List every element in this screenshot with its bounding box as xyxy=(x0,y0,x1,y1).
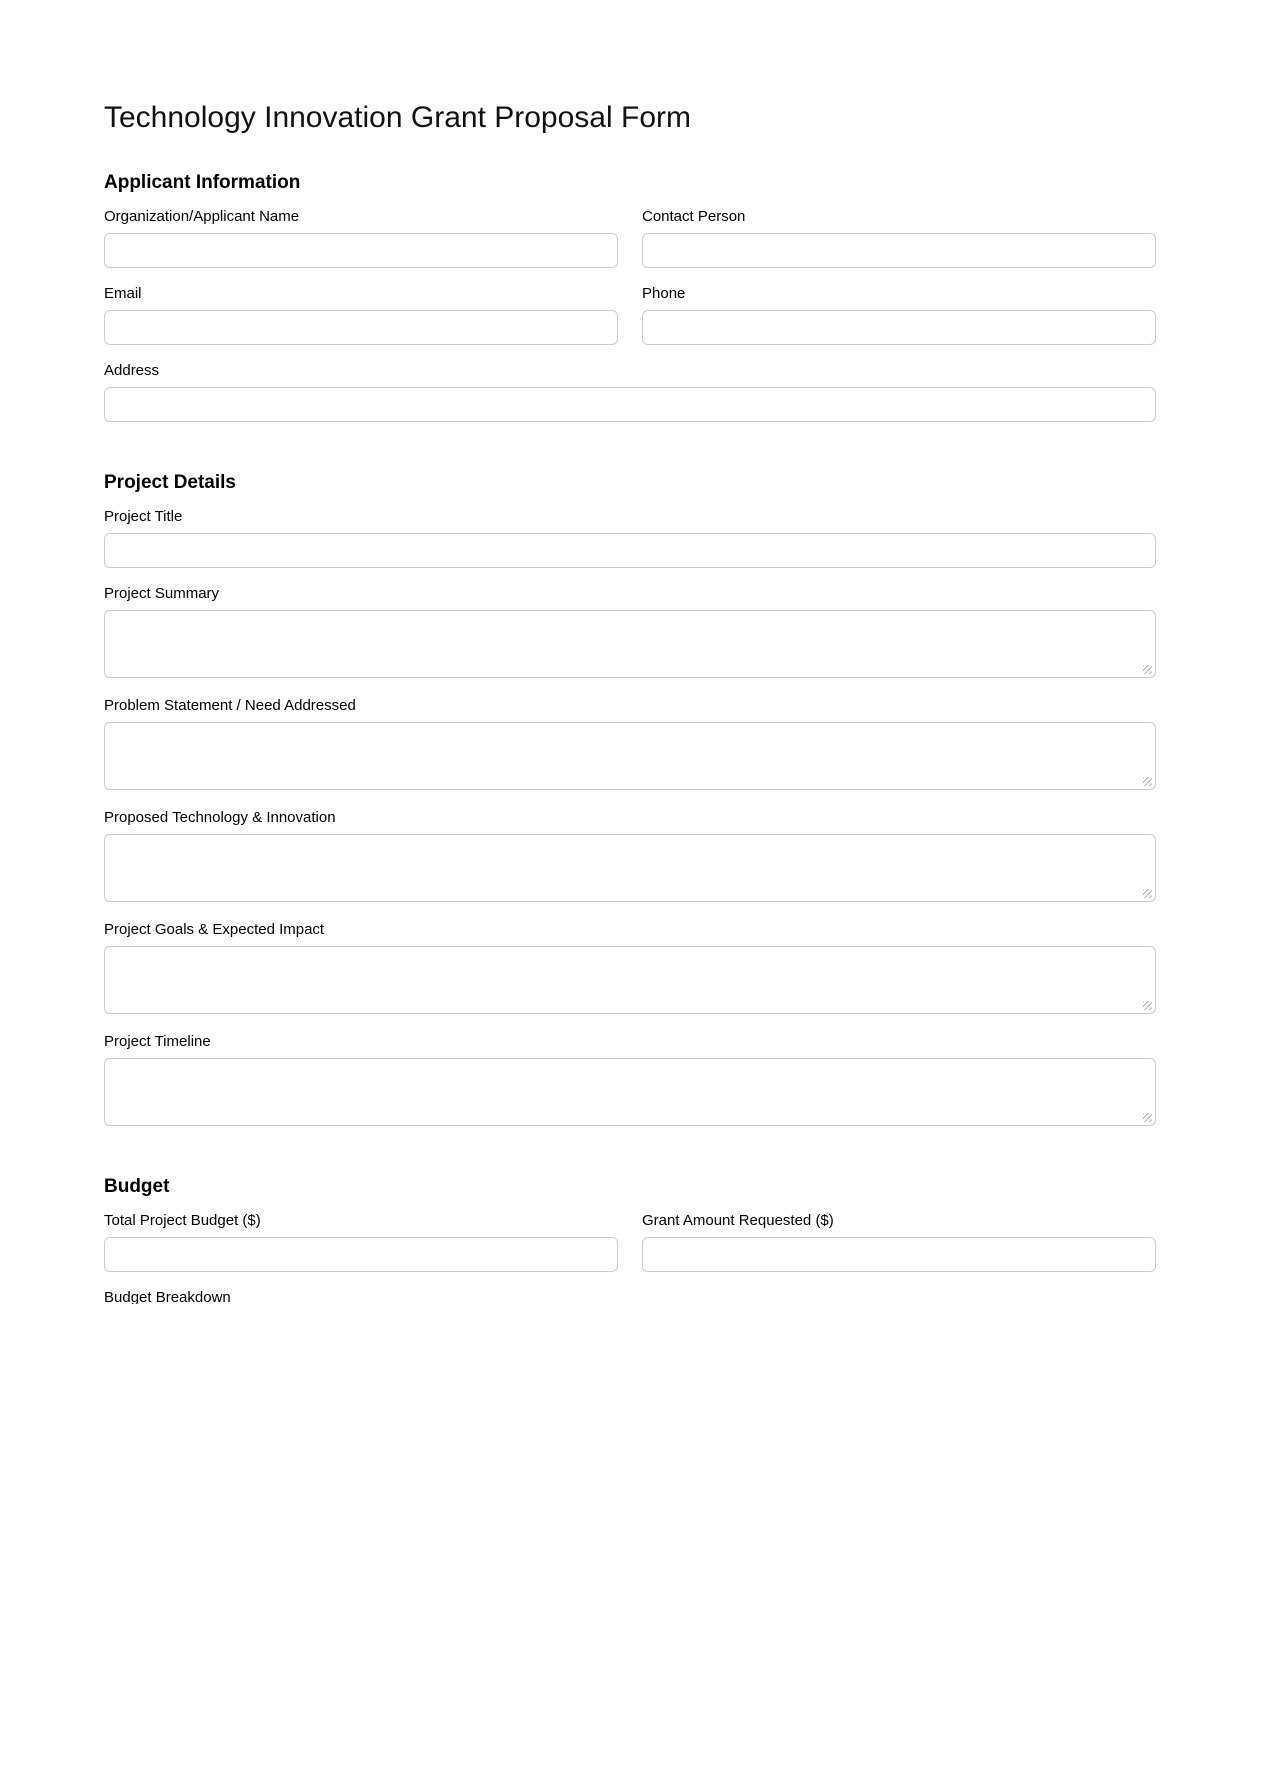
field-email xyxy=(104,285,618,345)
form-row xyxy=(104,208,1156,268)
field-organization-name xyxy=(104,208,618,268)
form-row xyxy=(104,1212,1156,1272)
grant-amount-label: Grant Amount Requested ($) xyxy=(642,1212,834,1229)
section-heading-applicant-information: Applicant Information xyxy=(104,172,301,193)
field-project-goals xyxy=(104,921,1156,1014)
field-phone xyxy=(642,285,1156,345)
organization-name-label: Organization/Applicant Name xyxy=(104,208,300,225)
total-budget-label: Total Project Budget ($) xyxy=(104,1212,261,1229)
section-applicant-information xyxy=(104,172,1156,422)
field-proposed-technology xyxy=(104,809,1156,902)
total-budget-input[interactable] xyxy=(104,1237,618,1272)
field-budget-breakdown xyxy=(104,1289,1156,1304)
budget-breakdown-label: Budget Breakdown xyxy=(104,1289,231,1304)
project-title-label: Project Title xyxy=(104,508,183,525)
problem-statement-label: Problem Statement / Need Addressed xyxy=(104,697,356,714)
section-project-details xyxy=(104,472,1156,1126)
form-container xyxy=(104,0,1156,1304)
project-summary-textarea[interactable] xyxy=(104,610,1156,678)
section-heading-budget: Budget xyxy=(104,1176,170,1197)
field-address xyxy=(104,362,1156,422)
project-summary-label: Project Summary xyxy=(104,585,220,602)
email-input[interactable] xyxy=(104,310,618,345)
field-grant-amount xyxy=(642,1212,1156,1272)
proposed-technology-textarea[interactable] xyxy=(104,834,1156,902)
organization-name-input[interactable] xyxy=(104,233,618,268)
phone-label: Phone xyxy=(642,285,686,302)
contact-person-input[interactable] xyxy=(642,233,1156,268)
form-row xyxy=(104,285,1156,345)
contact-person-label: Contact Person xyxy=(642,208,746,225)
address-input[interactable] xyxy=(104,387,1156,422)
field-problem-statement xyxy=(104,697,1156,790)
address-label: Address xyxy=(104,362,160,379)
section-budget xyxy=(104,1176,1156,1304)
field-contact-person xyxy=(642,208,1156,268)
grant-amount-input[interactable] xyxy=(642,1237,1156,1272)
page-title: Technology Innovation Grant Proposal Form xyxy=(104,101,691,134)
field-project-title xyxy=(104,508,1156,568)
project-timeline-label: Project Timeline xyxy=(104,1033,211,1050)
problem-statement-textarea[interactable] xyxy=(104,722,1156,790)
email-label: Email xyxy=(104,285,142,302)
proposed-technology-label: Proposed Technology & Innovation xyxy=(104,809,336,826)
project-goals-label: Project Goals & Expected Impact xyxy=(104,921,325,938)
project-title-input[interactable] xyxy=(104,533,1156,568)
project-timeline-textarea[interactable] xyxy=(104,1058,1156,1126)
section-heading-project-details: Project Details xyxy=(104,472,236,493)
field-project-summary xyxy=(104,585,1156,678)
field-total-budget xyxy=(104,1212,618,1272)
project-goals-textarea[interactable] xyxy=(104,946,1156,1014)
field-project-timeline xyxy=(104,1033,1156,1126)
phone-input[interactable] xyxy=(642,310,1156,345)
